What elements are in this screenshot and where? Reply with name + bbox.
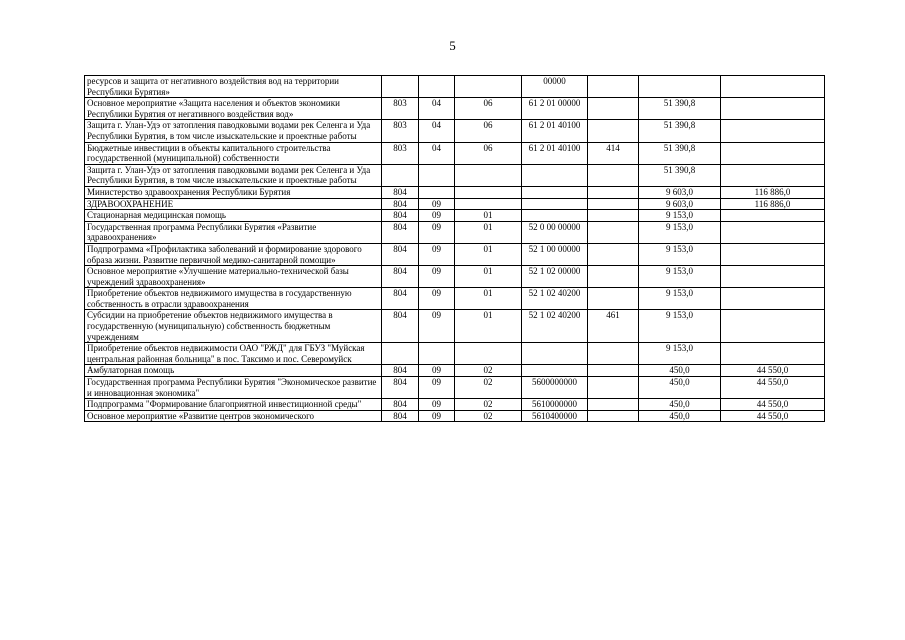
row-expense-type-cell [588,410,639,422]
row-grbs-cell: 804 [382,410,419,422]
row-amount-2-cell [721,343,825,365]
row-name-cell: Государственная программа Республики Бурятия «Развитие здравоохранения» [85,221,382,243]
row-expense-type-cell [588,210,639,222]
row-target-article-cell: 52 1 02 40200 [522,310,588,343]
row-target-article-cell [522,198,588,210]
row-grbs-cell: 804 [382,377,419,399]
row-amount-2-cell [721,266,825,288]
row-amount-2-cell [721,243,825,265]
row-section-cell [419,186,455,198]
table-row [85,410,825,422]
row-name-cell: ресурсов и защита от негативного воздействия вод на территории Республики Бурятия» [85,76,382,98]
row-amount-2-cell: 44 550,0 [721,377,825,399]
row-amount-1-cell: 51 390,8 [639,120,721,142]
row-grbs-cell: 804 [382,186,419,198]
row-name-cell: Основное мероприятие «Развитие центров экономического [85,410,382,422]
row-section-cell: 09 [419,365,455,377]
row-section-cell [419,76,455,98]
row-expense-type-cell: 414 [588,142,639,164]
table-row [85,186,825,198]
row-amount-2-cell [721,221,825,243]
table-row [85,210,825,222]
row-amount-1-cell: 9 153,0 [639,266,721,288]
row-target-article-cell: 52 1 00 00000 [522,243,588,265]
row-amount-2-cell [721,98,825,120]
row-expense-type-cell [588,266,639,288]
row-name-cell: Субсидии на приобретение объектов недвижимого имущества в государственную (муниципальную) собственность бюджетным учреждениям [85,310,382,343]
row-subsection-cell: 01 [455,266,522,288]
row-expense-type-cell [588,343,639,365]
row-amount-1-cell: 450,0 [639,399,721,411]
row-section-cell: 09 [419,377,455,399]
row-name-cell: Бюджетные инвестиции в объекты капитального строительства государственной (муниципальной) собственности [85,142,382,164]
row-section-cell [419,343,455,365]
row-subsection-cell [455,343,522,365]
page-number: 5 [449,38,456,53]
row-subsection-cell: 06 [455,142,522,164]
row-expense-type-cell: 461 [588,310,639,343]
row-target-article-cell: 5600000000 [522,377,588,399]
table-row [85,164,825,186]
row-amount-2-cell: 116 886,0 [721,198,825,210]
row-target-article-cell [522,164,588,186]
row-grbs-cell: 804 [382,310,419,343]
row-name-cell: Подпрограмма «Профилактика заболеваний и формирование здорового образа жизни. Развитие первичной медико-санитарной помощи» [85,243,382,265]
table-row [85,399,825,411]
row-target-article-cell [522,210,588,222]
table-row [85,198,825,210]
row-name-cell: Защита г. Улан-Удэ от затопления паводковыми водами рек Селенга и Уда Республики Бурятия, в том числе изыскательские и проектные работы [85,120,382,142]
row-amount-2-cell [721,164,825,186]
row-amount-1-cell [639,76,721,98]
row-target-article-cell: 52 1 02 40200 [522,288,588,310]
row-expense-type-cell [588,288,639,310]
row-amount-2-cell [721,142,825,164]
row-target-article-cell [522,186,588,198]
row-subsection-cell: 01 [455,221,522,243]
row-amount-1-cell: 450,0 [639,365,721,377]
table-row [85,288,825,310]
row-subsection-cell: 01 [455,288,522,310]
row-target-article-cell: 61 2 01 00000 [522,98,588,120]
row-expense-type-cell [588,186,639,198]
row-grbs-cell: 803 [382,120,419,142]
row-subsection-cell: 02 [455,410,522,422]
row-expense-type-cell [588,120,639,142]
row-grbs-cell: 804 [382,198,419,210]
row-name-cell: Амбулаторная помощь [85,365,382,377]
row-amount-2-cell [721,310,825,343]
row-amount-1-cell: 51 390,8 [639,164,721,186]
table-row [85,243,825,265]
row-amount-1-cell: 51 390,8 [639,142,721,164]
row-expense-type-cell [588,98,639,120]
row-amount-2-cell [721,210,825,222]
row-amount-2-cell: 44 550,0 [721,410,825,422]
row-grbs-cell: 804 [382,221,419,243]
row-target-article-cell: 00000 [522,76,588,98]
row-target-article-cell [522,365,588,377]
row-expense-type-cell [588,365,639,377]
row-target-article-cell: 52 1 02 00000 [522,266,588,288]
row-amount-2-cell [721,288,825,310]
row-amount-1-cell: 450,0 [639,410,721,422]
row-expense-type-cell [588,198,639,210]
row-amount-1-cell: 9 603,0 [639,198,721,210]
row-amount-1-cell: 9 153,0 [639,221,721,243]
row-amount-2-cell: 44 550,0 [721,399,825,411]
row-section-cell: 04 [419,142,455,164]
row-name-cell: Подпрограмма "Формирование благоприятной инвестиционной среды" [85,399,382,411]
row-subsection-cell: 02 [455,377,522,399]
row-section-cell: 09 [419,198,455,210]
row-name-cell: Стационарная медицинская помощь [85,210,382,222]
table-row [85,266,825,288]
row-name-cell: Приобретение объектов недвижимого имущества в государственную собственность в отрасли здравоохранения [85,288,382,310]
row-amount-1-cell: 450,0 [639,377,721,399]
table-row [85,365,825,377]
budget-table [84,75,825,422]
row-target-article-cell [522,343,588,365]
row-section-cell: 09 [419,243,455,265]
row-section-cell: 09 [419,266,455,288]
row-target-article-cell: 61 2 01 40100 [522,142,588,164]
table-row [85,343,825,365]
row-section-cell: 09 [419,221,455,243]
row-target-article-cell: 61 2 01 40100 [522,120,588,142]
row-subsection-cell [455,76,522,98]
row-expense-type-cell [588,76,639,98]
table-row [85,377,825,399]
row-subsection-cell: 06 [455,120,522,142]
row-grbs-cell: 804 [382,399,419,411]
row-name-cell: Министерство здравоохранения Республики Бурятия [85,186,382,198]
row-grbs-cell [382,76,419,98]
row-section-cell: 09 [419,210,455,222]
row-amount-2-cell: 116 886,0 [721,186,825,198]
row-grbs-cell: 803 [382,142,419,164]
row-grbs-cell [382,343,419,365]
row-target-article-cell: 52 0 00 00000 [522,221,588,243]
row-expense-type-cell [588,164,639,186]
row-amount-1-cell: 51 390,8 [639,98,721,120]
row-name-cell: Защита г. Улан-Удэ от затопления паводковыми водами рек Селенга и Уда Республики Бурятия, в том числе изыскательские и проектные работы [85,164,382,186]
row-name-cell: Государственная программа Республики Бурятия "Экономическое развитие и инновационная экономика" [85,377,382,399]
row-grbs-cell [382,164,419,186]
row-subsection-cell: 02 [455,399,522,411]
row-subsection-cell [455,198,522,210]
row-amount-1-cell: 9 153,0 [639,288,721,310]
row-amount-1-cell: 9 603,0 [639,186,721,198]
row-expense-type-cell [588,399,639,411]
row-section-cell: 09 [419,288,455,310]
row-subsection-cell [455,164,522,186]
table-row [85,142,825,164]
row-subsection-cell: 01 [455,243,522,265]
row-subsection-cell: 02 [455,365,522,377]
row-expense-type-cell [588,377,639,399]
row-expense-type-cell [588,243,639,265]
row-section-cell: 04 [419,98,455,120]
row-grbs-cell: 804 [382,210,419,222]
row-section-cell: 04 [419,120,455,142]
row-section-cell: 09 [419,310,455,343]
table-row [85,120,825,142]
row-name-cell: Основное мероприятие «Улучшение материально-технической базы учреждений здравоохранения» [85,266,382,288]
table-row [85,76,825,98]
row-subsection-cell [455,186,522,198]
row-section-cell [419,164,455,186]
row-name-cell: Приобретение объектов недвижимости ОАО "РЖД" для ГБУЗ "Муйская центральная районная больница" в пос. Таксимо и пос. Северомуйск [85,343,382,365]
row-subsection-cell: 01 [455,210,522,222]
row-subsection-cell: 06 [455,98,522,120]
table-row [85,98,825,120]
row-amount-2-cell: 44 550,0 [721,365,825,377]
row-target-article-cell: 5610400000 [522,410,588,422]
row-section-cell: 09 [419,410,455,422]
table-row [85,310,825,343]
row-name-cell: ЗДРАВООХРАНЕНИЕ [85,198,382,210]
row-target-article-cell: 5610000000 [522,399,588,411]
row-expense-type-cell [588,221,639,243]
row-amount-1-cell: 9 153,0 [639,210,721,222]
row-grbs-cell: 804 [382,288,419,310]
row-name-cell: Основное мероприятие «Защита населения и объектов экономики Республики Бурятия от негативного воздействия вод» [85,98,382,120]
row-amount-1-cell: 9 153,0 [639,343,721,365]
row-amount-1-cell: 9 153,0 [639,243,721,265]
row-amount-1-cell: 9 153,0 [639,310,721,343]
table-row [85,221,825,243]
row-subsection-cell: 01 [455,310,522,343]
row-section-cell: 09 [419,399,455,411]
row-grbs-cell: 804 [382,243,419,265]
row-amount-2-cell [721,120,825,142]
row-grbs-cell: 803 [382,98,419,120]
row-amount-2-cell [721,76,825,98]
row-grbs-cell: 804 [382,266,419,288]
row-grbs-cell: 804 [382,365,419,377]
